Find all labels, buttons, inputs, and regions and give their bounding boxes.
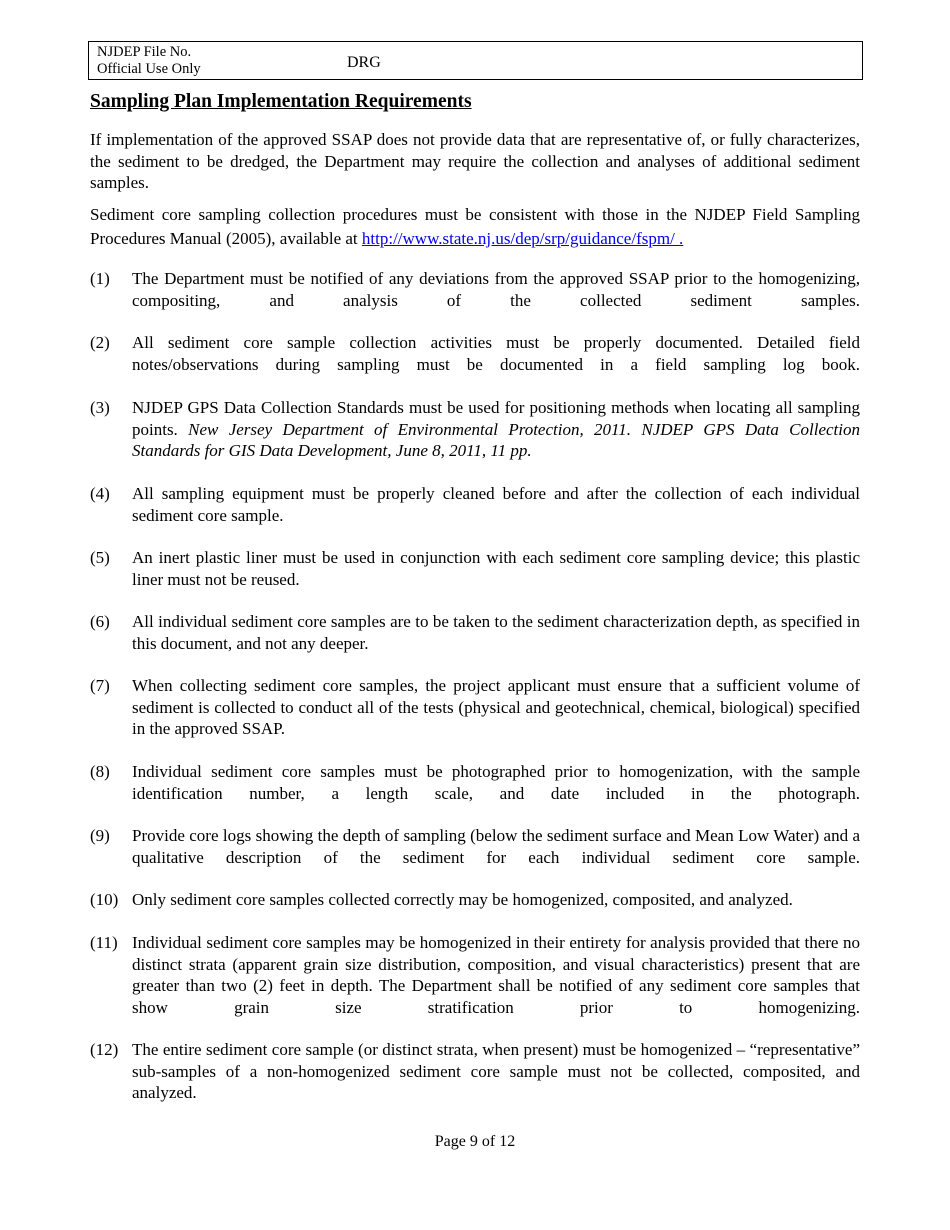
item-text: Individual sediment core samples must be photographed prior to homogenization, with the sample identification number, a length scale, and date included in the photograph. (132, 762, 860, 803)
list-item-11 (90, 932, 860, 1018)
list-item-5 (90, 547, 860, 590)
item-number: (11) (90, 933, 118, 952)
list-item-4 (90, 483, 860, 526)
item-number: (8) (90, 762, 110, 781)
list-item-10 (90, 889, 860, 911)
intro-paragraph-2 (90, 203, 860, 251)
item-text: All sediment core sample collection activities must be properly documented. Detailed field notes/observations during sampling must be documented in a field sampling log book. (132, 333, 860, 374)
item-number: (12) (90, 1040, 119, 1059)
item-number: (4) (90, 484, 110, 503)
list-item-8 (90, 761, 860, 804)
list-item-7 (90, 675, 860, 740)
list-item-1 (90, 268, 860, 311)
item-text: All individual sediment core samples are to be taken to the sediment characterization depth, as specified in this document, and not any deeper. (132, 612, 860, 653)
list-item-12 (90, 1039, 860, 1104)
intro-paragraph-2-text: Sediment core sampling collection procedures must be consistent with those in the NJDEP Field Sampling Procedures Manual (2005), available at (90, 205, 860, 248)
item-number: (5) (90, 548, 110, 567)
item-text: Only sediment core samples collected correctly may be homogenized, composited, and analyzed. (132, 890, 793, 909)
item-number: (1) (90, 269, 110, 288)
section-title: Sampling Plan Implementation Requirements (90, 91, 472, 112)
official-use-label: Official Use Only (97, 61, 201, 77)
item-text: All sampling equipment must be properly cleaned before and after the collection of each individual sediment core sample. (132, 484, 860, 525)
item-text: Individual sediment core samples may be homogenized in their entirety for analysis provided that there no distinct strata (apparent grain size distribution, composition, and visual characteristics) present that are greater than two (2) feet in depth. The Department shall be notified of any sediment core samples that show grain size stratification prior to homogenizing. (132, 933, 860, 1017)
file-number-box (88, 41, 863, 80)
item-number: (3) (90, 398, 110, 417)
item-number: (6) (90, 612, 110, 631)
item-citation: New Jersey Department of Environmental Protection, 2011. NJDEP GPS Data Collection Standards for GIS Data Development, June 8, 2011, 11 pp. (132, 419, 860, 460)
item-number: (9) (90, 826, 110, 845)
item-number: (7) (90, 676, 110, 695)
list-item-9 (90, 825, 860, 868)
item-text: An inert plastic liner must be used in conjunction with each sediment core sampling device; this plastic liner must not be reused. (132, 548, 860, 589)
fspm-link[interactable]: http://www.state.nj.us/dep/srp/guidance/fspm/ . (361, 229, 684, 248)
item-text: When collecting sediment core samples, the project applicant must ensure that a sufficient volume of sediment is collected to conduct all of the tests (physical and geotechnical, chemical, biological) specified in the approved SSAP. (132, 676, 860, 738)
page-number: Page 9 of 12 (434, 1133, 516, 1150)
item-number: (2) (90, 333, 110, 352)
file-number-labels (97, 44, 201, 78)
list-item-2 (90, 332, 860, 375)
list-item-6 (90, 611, 860, 654)
file-no-label: NJDEP File No. (97, 44, 192, 60)
item-text (132, 397, 860, 462)
file-code: DRG (347, 54, 381, 71)
list-item-3 (90, 397, 860, 462)
item-text: Provide core logs showing the depth of sampling (below the sediment surface and Mean Low Water) and a qualitative description of the sediment for each individual sediment core sample. (132, 826, 860, 867)
item-text: The Department must be notified of any deviations from the approved SSAP prior to the homogenizing, compositing, and analysis of the collected sediment samples. (132, 269, 860, 310)
item-text-main: NJDEP GPS Data Collection Standards must be used for positioning methods when locating all sampling points. (132, 398, 860, 439)
item-text: The entire sediment core sample (or distinct strata, when present) must be homogenized – “representative” sub-samples of a non-homogenized sediment core sample must not be collected, composited, and analyzed. (132, 1040, 860, 1102)
intro-paragraph-1: If implementation of the approved SSAP does not provide data that are representative of, or fully characterizes, the sediment to be dredged, the Department may require the collection and analyses of additional sediment samples. (90, 130, 860, 192)
item-number: (10) (90, 890, 119, 909)
